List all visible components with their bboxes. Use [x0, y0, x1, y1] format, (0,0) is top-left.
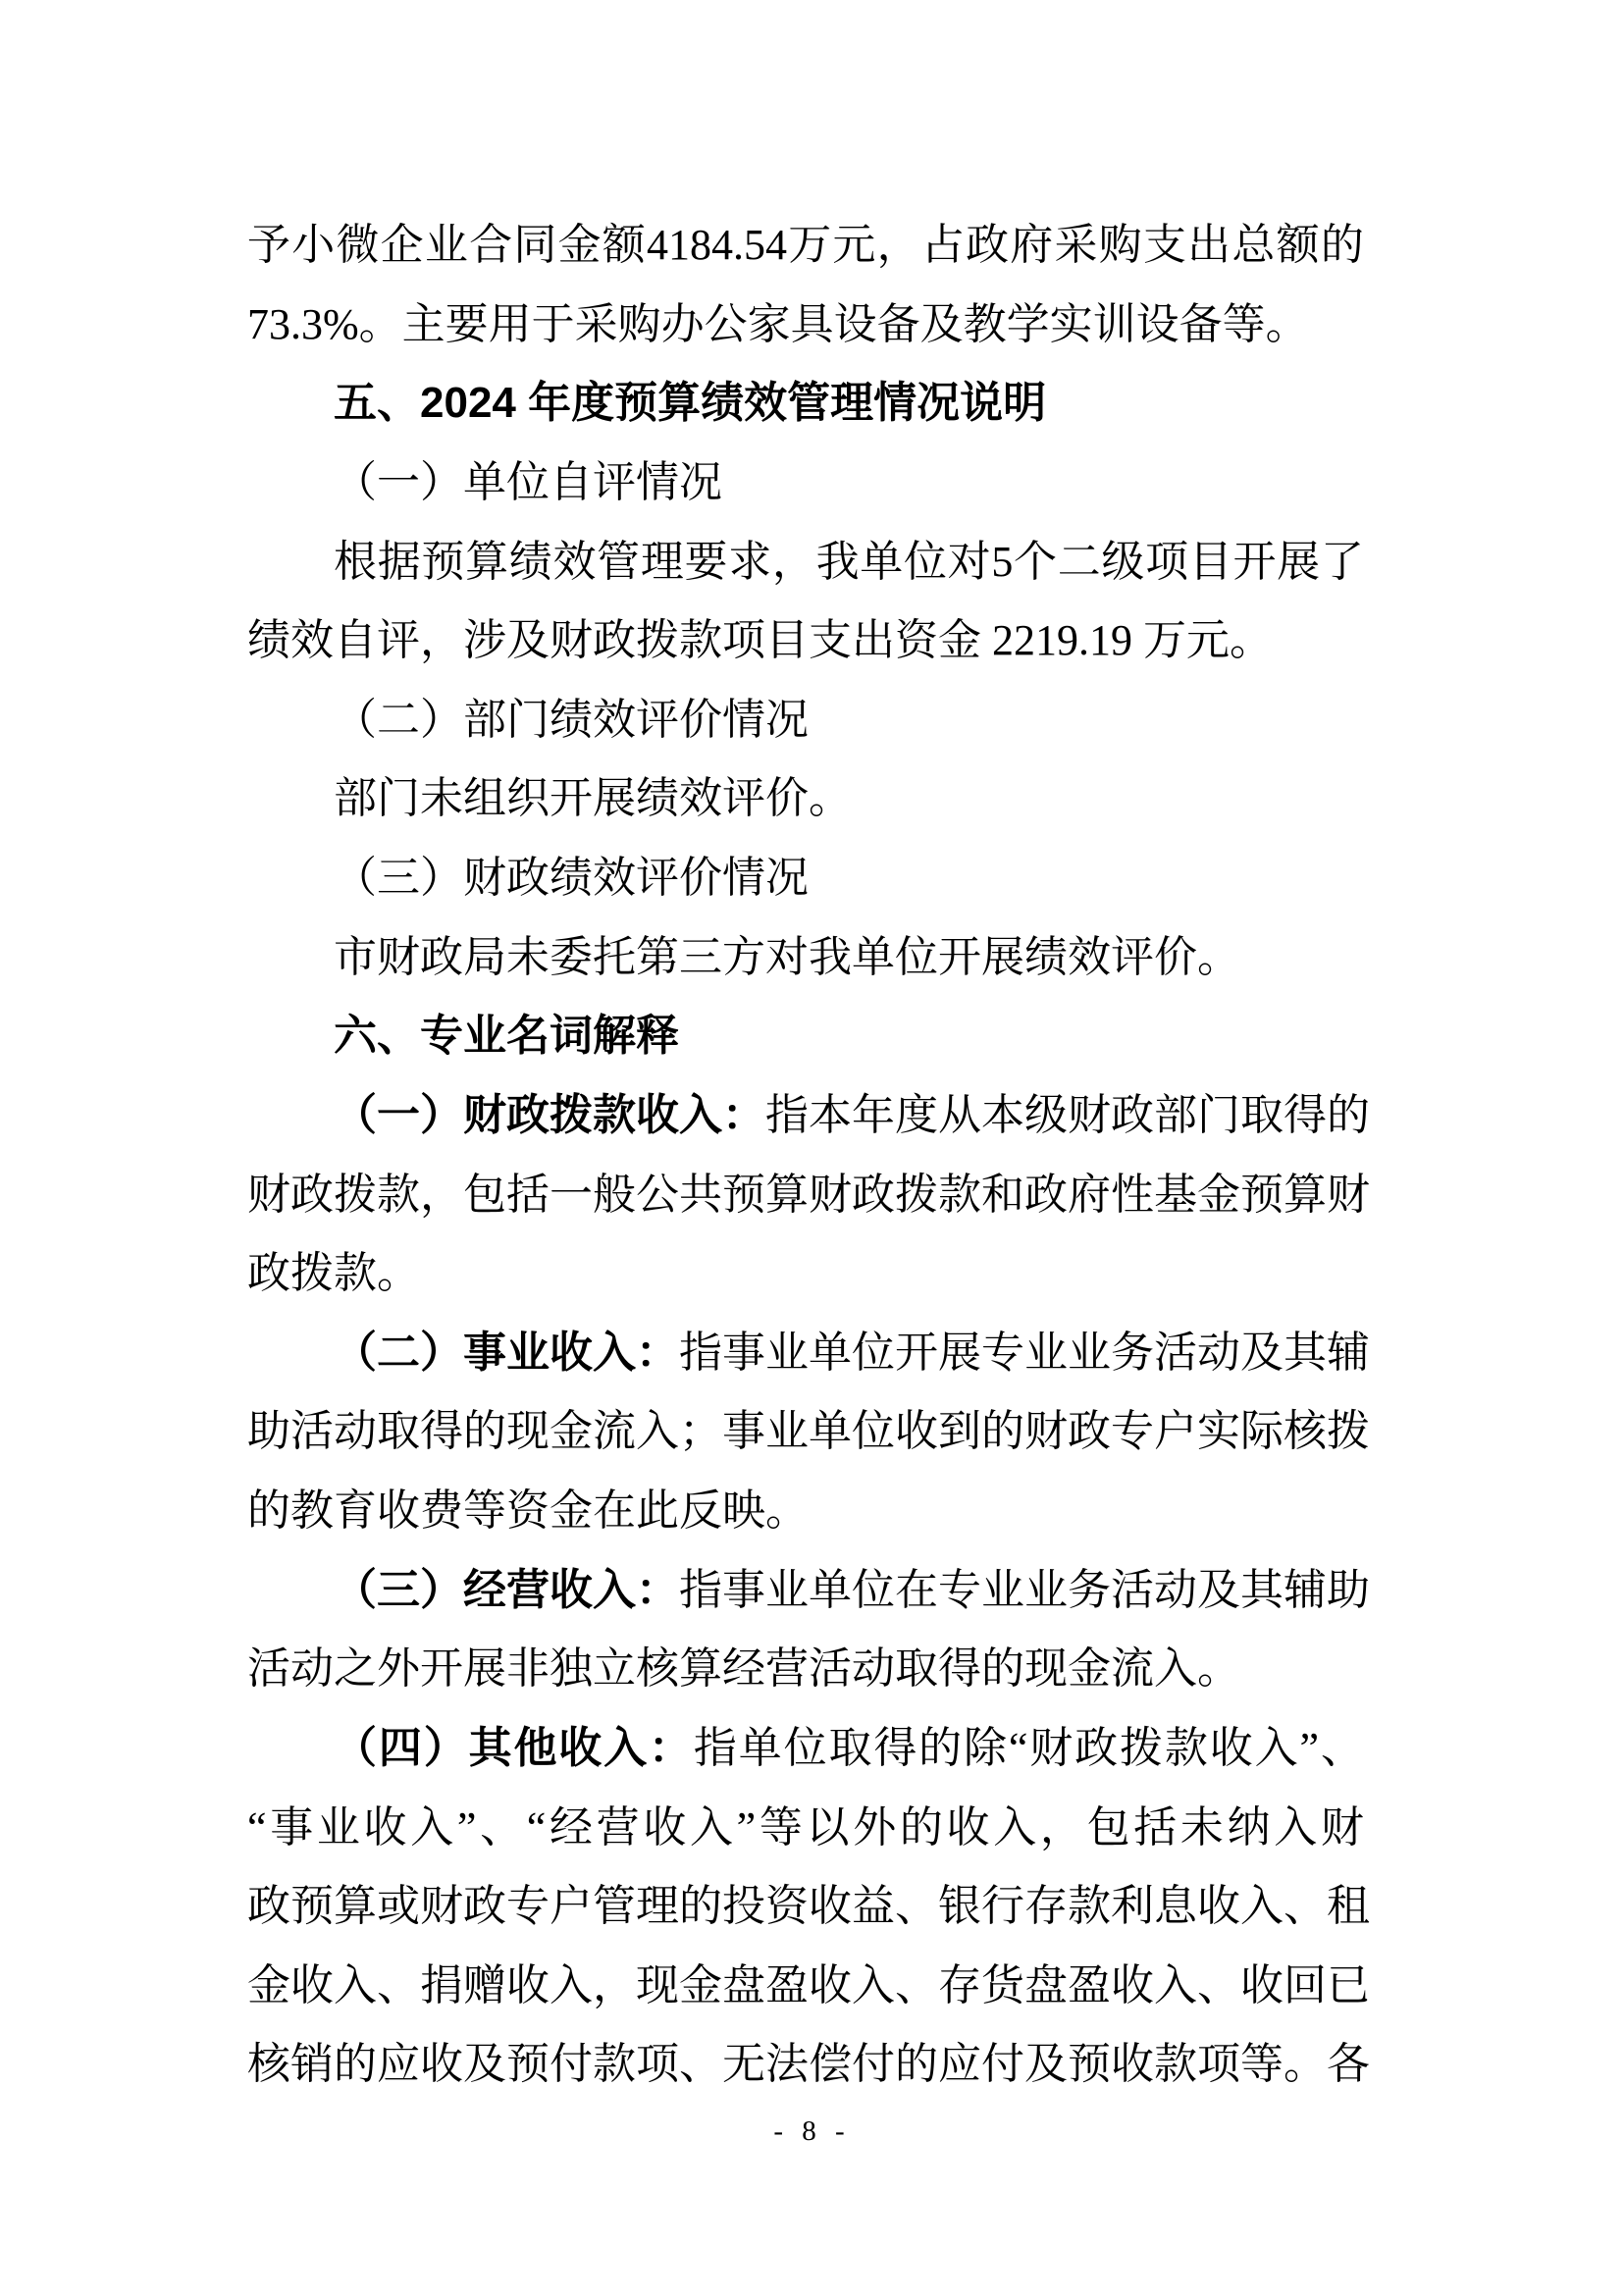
paragraph-line: 73.3%。主要用于采购办公家具设备及教学实训设备等。 — [247, 299, 1309, 348]
paragraph-line: 的教育收费等资金在此反映。 — [247, 1487, 809, 1535]
page-number: - 8 - — [773, 2115, 851, 2147]
paragraph-line: （ 三 ） 经 营 收 入 ： 指 事 业 单 位 在 专 业 业 务 活 动 及 其 辅 助 — [334, 1565, 1370, 1614]
paragraph-line: （ 一 ） 财 政 拨 款 收 入 ： 指 本 年 度 从 本 级 财 政 部 门 取 得 的 — [334, 1090, 1370, 1139]
subsection-heading: （三）财政绩效评价情况 — [334, 854, 809, 902]
paragraph-line: （ 四 ） 其 他 收 入 ： 指 单 位 取 得 的 除 “ 财 政 拨 款 收 入 ” 、 — [334, 1723, 1364, 1772]
paragraph-line: 政拨款。 — [247, 1249, 420, 1298]
paragraph-line: 根 据 预 算 绩 效 管 理 要 求 ， 我 单 位 对 5 个 二 级 项 目 开 展 了 — [334, 537, 1364, 586]
paragraph-line: 金 收 入 、 捐 赠 收 入 ， 现 金 盘 盈 收 入 、 存 货 盘 盈 收 入 、 收 回 已 — [247, 1960, 1370, 2009]
paragraph-line: 市财政局未委托第三方对我单位开展绩效评价。 — [334, 932, 1240, 981]
paragraph-line: 予 小 微 企 业 合 同 金 额 4184.54 万 元 ， 占 政 府 采 购 支 出 总 额 的 — [247, 221, 1364, 269]
paragraph-line: 助 活 动 取 得 的 现 金 流 入 ； 事 业 单 位 收 到 的 财 政 专 户 实 际 核 拨 — [247, 1407, 1370, 1456]
subsection-heading: （二）部门绩效评价情况 — [334, 695, 809, 744]
paragraph-line: “ 事 业 收 入 ” 、 “ 经 营 收 入 ” 等 以 外 的 收 入 ， 包 括 未 纳 入 财 — [247, 1802, 1364, 1852]
paragraph-line: （ 二 ） 事 业 收 入 ： 指 事 业 单 位 开 展 专 业 业 务 活 动 及 其 辅 — [334, 1328, 1370, 1377]
paragraph-line: 政 预 算 或 财 政 专 户 管 理 的 投 资 收 益 、 银 行 存 款 利 息 收 入 、 租 — [247, 1882, 1370, 1931]
paragraph-line: 部门未组织开展绩效评价。 — [334, 774, 852, 823]
document-body — [247, 206, 1370, 2105]
section-heading-5: 五、2024 年度预算绩效管理情况说明 — [334, 379, 1047, 428]
subsection-heading: （一）单位自评情况 — [334, 457, 722, 506]
section-heading-6: 六、专业名词解释 — [334, 1012, 679, 1061]
paragraph-line: 活动之外开展非独立核算经营活动取得的现金流入。 — [247, 1644, 1240, 1694]
paragraph-line: 核 销 的 应 收 及 预 付 款 项 、 无 法 偿 付 的 应 付 及 预 收 款 项 等 。 各 — [247, 2040, 1370, 2089]
paragraph-line: 绩效自评，涉及财政拨款项目支出资金 2219.19 万元。 — [247, 616, 1273, 665]
paragraph-line: 财 政 拨 款 ， 包 括 一 般 公 共 预 算 财 政 拨 款 和 政 府 性 基 金 预 算 财 — [247, 1170, 1370, 1219]
